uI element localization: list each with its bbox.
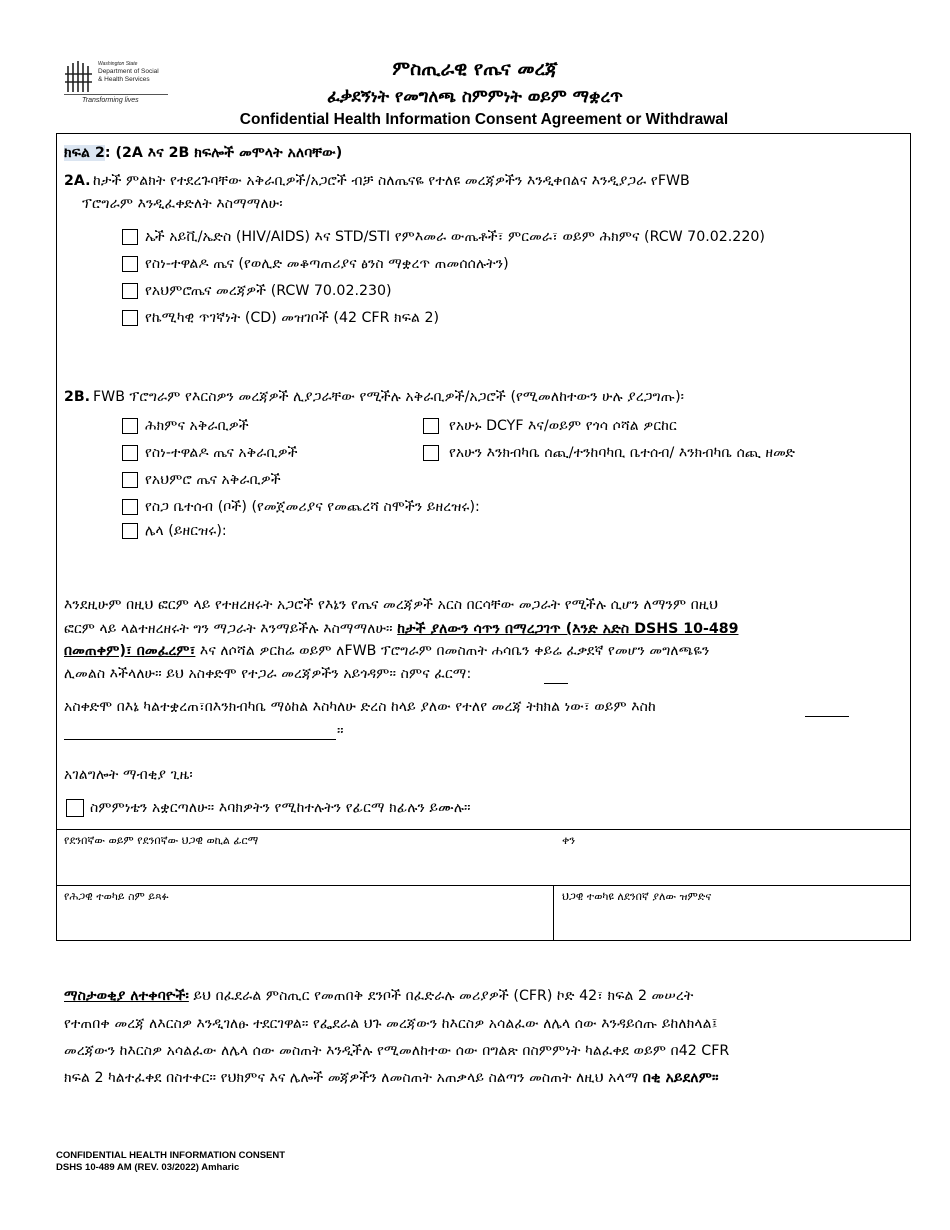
checkbox-hiv-aids[interactable] bbox=[122, 229, 138, 245]
section-2a-label: 2A. bbox=[64, 173, 91, 189]
agreement-line-3-b: እና ለሶሻል ዎርከሬ ወይም ለFWB ፕሮግራም በመስጠት ሐሳቤን ቀይሬ ፈቃደኛ የመሆን መግለጫዬን bbox=[195, 643, 710, 659]
notice-line-4-a: ክፍል 2 ካልተፈቀደ በስተቀር። የህክምና እና ሌሎች መጃዎችን ለመስጠት አጠቃላይ ስልጣን መስጠት ለዚህ አላማ bbox=[64, 1070, 643, 1086]
part2-heading bbox=[64, 144, 342, 162]
client-signature-label: የደንበኛው ወይም የደንበኛው ህጋዊ ወኪል ፊርማ bbox=[64, 834, 259, 847]
date-label: ቀን bbox=[562, 834, 576, 847]
agreement-line-4: ሊመልስ እችላለሁ። ይህ አስቀድሞ የተጋራ መረጃዎችን አይጎዳም። ስምና ፈርማ: bbox=[64, 666, 472, 682]
option-other: ሌላ (ይዘርዝሩ): bbox=[145, 523, 227, 539]
option-mental-health: የአህምሮጤና መረጃዎች (RCW 70.02.230) bbox=[145, 283, 392, 299]
checkbox-mental-health[interactable] bbox=[122, 283, 138, 299]
initials-line[interactable] bbox=[544, 683, 568, 684]
agreement-line-3 bbox=[64, 642, 709, 660]
option-hiv-aids: ኤች አይቪ/ኤድስ (HIV/AIDS) እና STD/STI የምእመራ ውጤቶች፣ ምርመራ፣ ወይም ሕክምና (RCW 70.02.220) bbox=[145, 229, 765, 245]
agency-state: Washington State bbox=[98, 61, 138, 67]
end-date-line-a[interactable] bbox=[805, 716, 849, 717]
part2-label: ክፍል 2 bbox=[64, 145, 105, 161]
notice-label: ማስታወቂያ ለተቀባዮች፡ bbox=[64, 988, 189, 1004]
agreement-line-3-a: በመጠቀም)፣ በመፈረም፣ bbox=[64, 643, 196, 659]
notice-line-4 bbox=[64, 1069, 719, 1087]
option-biological-family: የስጋ ቤተሰብ (ቦች) (የመጀመሪያና የመጨረሻ ስሞችን ይዘረዝሩ): bbox=[145, 499, 480, 515]
notice-line-4-b: በቂ አይደለም። bbox=[642, 1070, 719, 1086]
end-date-line-b[interactable] bbox=[64, 739, 336, 740]
checkbox-reproductive-providers[interactable] bbox=[122, 445, 138, 461]
section-2b-intro: FWB ፕሮግራም የእርስዎን መረጃዎች ሊያጋራቸው የሚችሉ አቅራቢዎች/አጋሮች (የሚመለከተውን ሁሉ ያረጋግጡ)፡ bbox=[93, 389, 684, 405]
divider bbox=[553, 885, 554, 941]
footer-form-number: DSHS 10-489 AM (REV. 03/2022) Amharic bbox=[56, 1162, 240, 1173]
option-mental-health-providers: የአህምሮ ጤና አቅራቢዎች bbox=[145, 472, 281, 488]
section-2a-text-1: ከታች ምልክት የተደረጉባቸው አቅራቢዎች/አጋሮች ብቻ ስለጤናዬ የተለዩ መረጃዎችን እንዲቀበልና እንዲያጋራ የFWB bbox=[93, 173, 690, 189]
divider bbox=[57, 829, 910, 830]
agreement-line-2-b: ከታች ያለውን ሳጥን በማረጋገጥ (እንድ አድስ DSHS 10-489 bbox=[397, 621, 739, 637]
checkbox-mental-health-providers[interactable] bbox=[122, 472, 138, 488]
part2-heading-rest: : (2A እና 2B ክፍሎች መሞላት አለባቸው) bbox=[104, 145, 343, 161]
revoke-text: ስምምነቴን አቋርጣለሁ። እባክዎትን የሚከተሉትን የፊርማ ክፊሉን ይሙሉ። bbox=[90, 800, 471, 816]
checkbox-other[interactable] bbox=[122, 523, 138, 539]
logo-tagline: Transforming lives bbox=[82, 97, 139, 104]
option-reproductive-health: የስነ-ተዋልዶ ጤና (የወሊድ መቆጣጠሪያና ፅንስ ማቋረጥ ጠመሰሰሉትን) bbox=[145, 256, 509, 272]
notice-line-3: መረጃውን ከእርስዎ አሳልፈው ለሌላ ሰው መስጠት እንዲችሉ የሚመለከተው ሰው በግልጽ በስምምነት ካልፈቀደ ወይም በ42 CFR bbox=[64, 1043, 730, 1059]
option-caregiver: የአሁን እንክብካቤ ሰጪ/ተንከባካቢ ቤተሰብ/ እንክብካቤ ሰጪ ዘመድ bbox=[449, 445, 796, 461]
title-amharic-1: ምስጢራዊ የጤና መረጃ bbox=[392, 58, 558, 80]
divider bbox=[57, 885, 910, 886]
agreement-line-1: እንደዚሁም በዚህ ፎርም ላይ የተዘረዘሩት አጋሮች የእኔን የጤና መረጃዎች አርስ በርሳቸው መጋራት የሚችሉ ሲሆን ለማንም በዚህ bbox=[64, 597, 719, 613]
option-chemical-dependency: የኬሚካዊ ጥገኛነት (CD) መዝገቦች (42 CFR ክፍል 2) bbox=[145, 310, 440, 326]
agency-line-2: Department of Social bbox=[98, 68, 159, 75]
agreement-line-2 bbox=[64, 620, 738, 638]
option-dcyf-social-worker: የአሁኑ DCYF እና/ወይም የጎሳ ሶሻል ዎርከር bbox=[449, 418, 677, 434]
notice-line-1-text: ይህ በፈደራል ምስጢር የመጠበቅ ደንቦች በፈድራሉ መሪያዎች (CFR) ኮድ 42፣ ክፍል 2 መሠረት bbox=[188, 988, 694, 1004]
legal-rep-name-label: የሕጋዊ ተወካይ ስም ይጻፉ bbox=[64, 890, 169, 903]
checkbox-biological-family[interactable] bbox=[122, 499, 138, 515]
notice-line-1 bbox=[64, 987, 693, 1005]
footer-form-title: CONFIDENTIAL HEALTH INFORMATION CONSENT bbox=[56, 1150, 286, 1161]
section-2a-text-2: ፕሮግራም እንዲፈቀድለት እስማማለሁ፡ bbox=[82, 196, 283, 212]
checkbox-dcyf-social-worker[interactable] bbox=[423, 418, 439, 434]
checkbox-medical-providers[interactable] bbox=[122, 418, 138, 434]
expiration-label: አገልግሎት ማብቂያ ጊዜ፡ bbox=[64, 767, 193, 783]
notice-line-2: የተጠበቀ መረጃ ለእርስዎ እንዲገለፁ ተደርገዋል። የፌደራል ህጉ መረጃውን ከእርስዎ አሳልፈው ለሌላ ሰው እንዳይሰጡ ይከለክላል፤ bbox=[64, 1016, 718, 1032]
checkbox-caregiver[interactable] bbox=[423, 445, 439, 461]
checkbox-revoke[interactable] bbox=[66, 799, 84, 817]
agency-line-3: & Health Services bbox=[98, 76, 150, 83]
checkbox-reproductive-health[interactable] bbox=[122, 256, 138, 272]
end-date-period: ። bbox=[337, 723, 344, 739]
relationship-label: ህጋዊ ተወካዩ ለደንበኛ ያለው ዝምድና bbox=[562, 890, 712, 903]
section-2b-label: 2B. bbox=[64, 389, 91, 405]
option-medical-providers: ሕክምና አቅራቢዎች bbox=[145, 418, 249, 434]
title-amharic-2: ፈቃደኝነት የመግለጫ ስምምነት ወይም ማቋረጥ bbox=[327, 87, 623, 107]
title-english: Confidential Health Information Consent Agreement or Withdrawal bbox=[239, 111, 729, 128]
option-reproductive-providers: የስነ-ተዋልዶ ጤና አቅራቢዎች bbox=[145, 445, 298, 461]
checkbox-chemical-dependency[interactable] bbox=[122, 310, 138, 326]
agreement-line-2-a: ፎርም ላይ ላልተዘረዘሩት ግን ማጋራት እንማይችሉ እስማማለሁ። bbox=[64, 621, 398, 637]
agreement-line-5: አስቀድሞ በእኔ ካልተቋረጠ፣በእንክብካቤ ማዕከል እስካለሁ ድረስ ከላይ ያለው የተለየ መረጃ ትክክል ነው፣ ወይም እስከ bbox=[64, 699, 656, 715]
